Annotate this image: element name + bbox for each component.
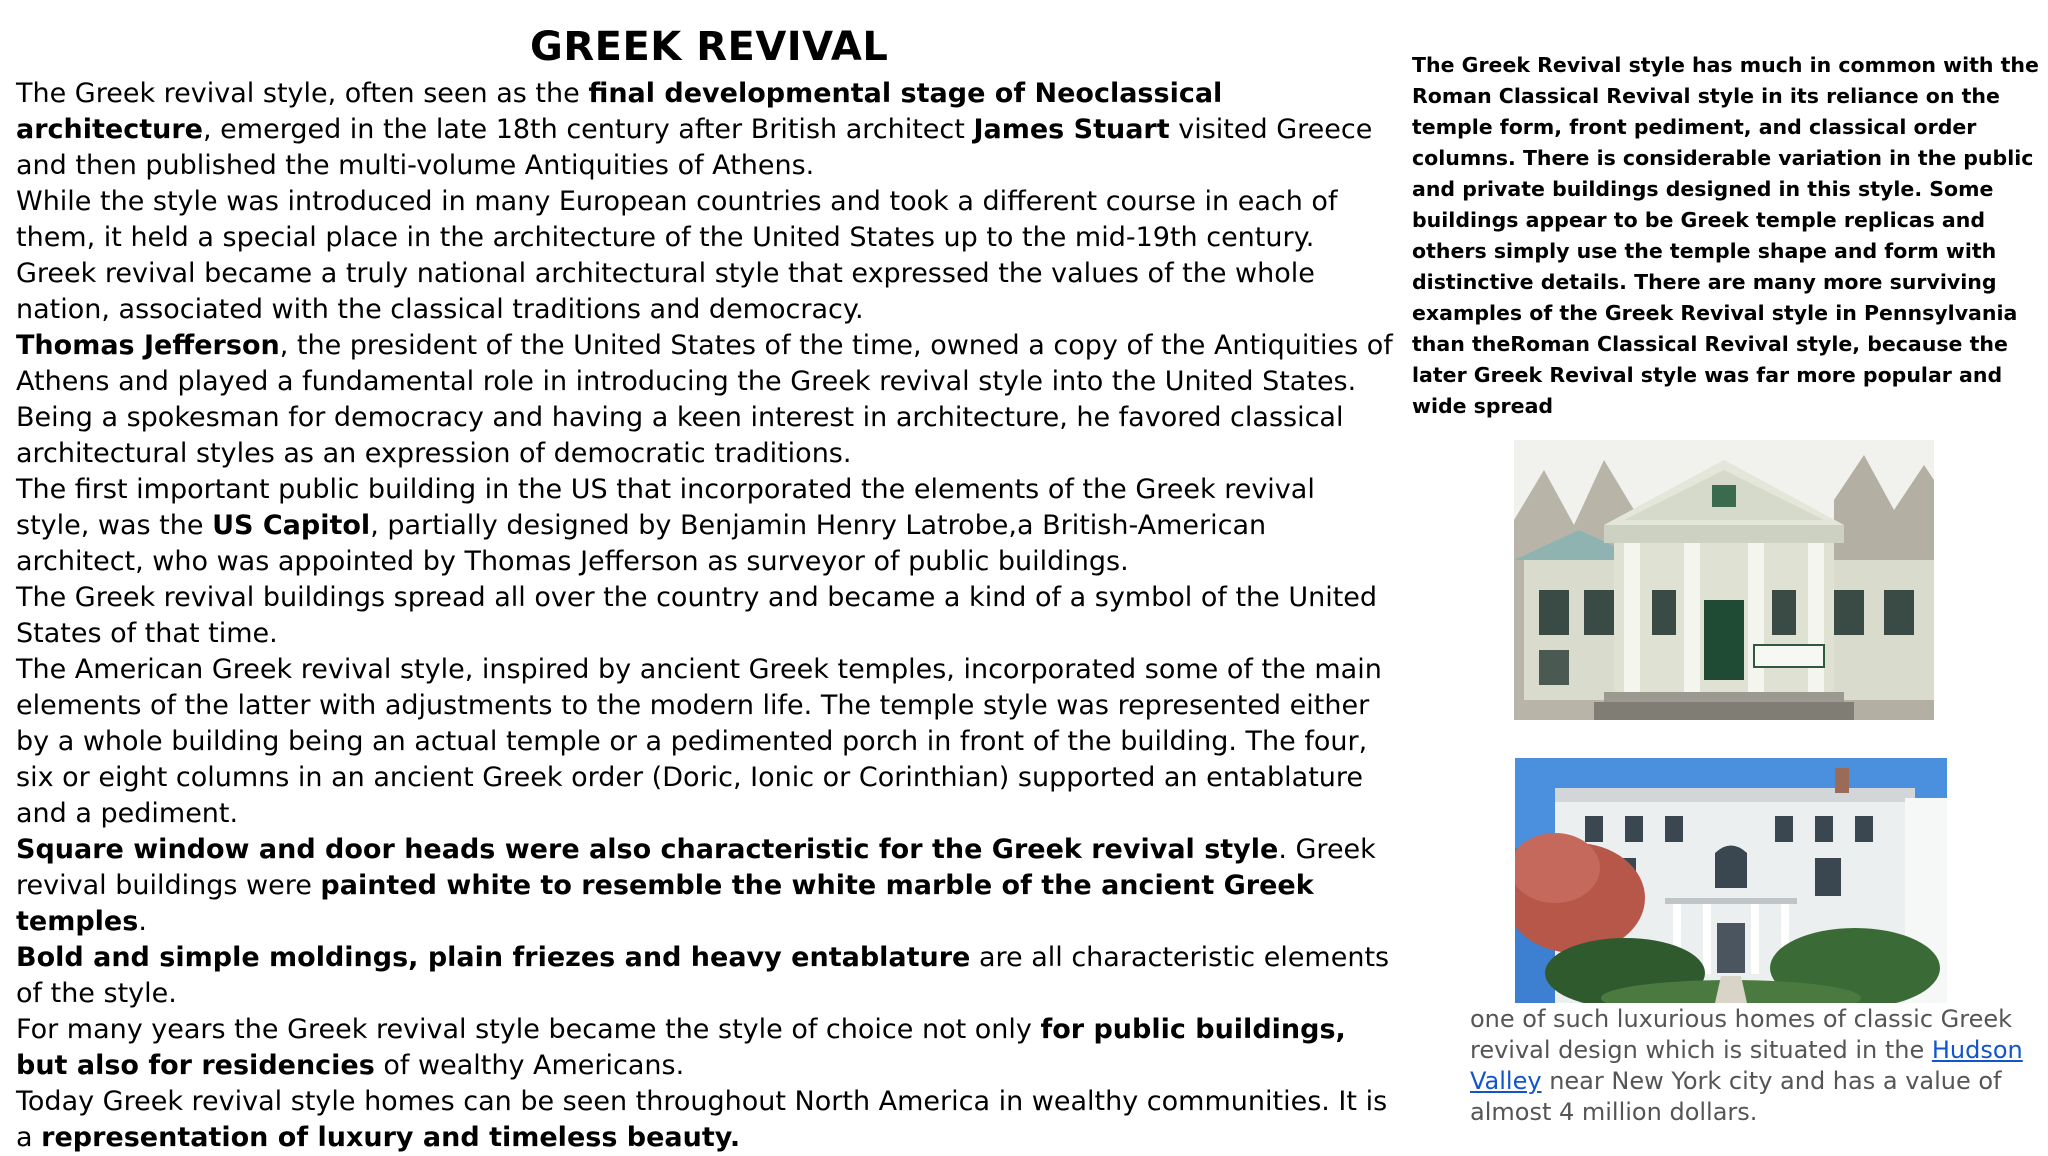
paragraph-7: Square window and door heads were also characteristic for the Greek revival style. Greek revival buildings were painted white to resemble the white marble of the ancient Greek temples. (16, 834, 1376, 937)
hudson-valley-home-photo (1515, 758, 1947, 1003)
greek-revival-building-photo (1514, 440, 1934, 720)
paragraph-3: Thomas Jefferson, the president of the United States of the time, owned a copy of the Antiquities of Athens and played a fundamental role in introducing the Greek revival style into the United States. Being a spokesman for democracy and having a keen interest in architecture, he favored classical architectural styles as an expression of democratic traditions. (16, 330, 1393, 469)
side-description: The Greek Revival style has much in common with the Roman Classical Revival style in its reliance on the temple form, front pediment, and classical order columns. There is considerable variation in the public and private buildings designed in this style. Some buildings appear to be Greek temple replicas and others simply use the temple shape and form with distinctive details. There are many more surviving examples of the Greek Revival style in Pennsylvania than theRoman Classical Revival style, because the later Greek Revival style was far more popular and wide spread (1412, 53, 2039, 418)
bold-phrase: US Capitol (212, 510, 371, 541)
paragraph-4: The first important public building in the US that incorporated the elements of the Greek revival style, was the US Capitol, partially designed by Benjamin Henry Latrobe,a British-American architect, who was appointed by Thomas Jefferson as surveyor of public buildings. (16, 474, 1315, 577)
paragraph-8: Bold and simple moldings, plain friezes and heavy entablature are all characteristic elements of the style. (16, 942, 1390, 1009)
photo-caption: one of such luxurious homes of classic Greek revival design which is situated in the Hudson Valley near New York city and has a value of almost 4 million dollars. (1470, 1005, 2023, 1126)
bold-phrase: James Stuart (973, 114, 1170, 145)
paragraph-5: The Greek revival buildings spread all over the country and became a kind of a symbol of the United States of that time. (16, 582, 1378, 649)
bold-phrase: Square window and door heads were also characteristic for the Greek revival style (16, 834, 1279, 865)
bold-phrase: for public buildings, but also for residencies (16, 1014, 1346, 1081)
hudson-valley-link[interactable]: Hudson Valley (1470, 1036, 2023, 1095)
bold-phrase: final developmental stage of Neoclassical architecture (16, 78, 1223, 145)
bold-phrase: Bold and simple moldings, plain friezes and heavy entablature (16, 942, 971, 973)
paragraph-2: While the style was introduced in many European countries and took a different course in each of them, it held a special place in the architecture of the United States up to the mid-19th century. Greek revival became a truly national architectural style that expressed the values of the whole nation, associated with the classical traditions and democracy. (16, 186, 1338, 325)
main-article (16, 76, 1396, 1156)
bold-phrase: Thomas Jefferson (16, 330, 280, 361)
paragraph-9: For many years the Greek revival style became the style of choice not only for public buildings, but also for residencies of wealthy Americans. (16, 1014, 1346, 1081)
page-title: GREEK REVIVAL (530, 24, 889, 70)
bold-phrase: representation of luxury and timeless beauty. (41, 1122, 741, 1153)
bold-phrase: painted white to resemble the white marble of the ancient Greek temples (16, 870, 1314, 937)
paragraph-6: The American Greek revival style, inspired by ancient Greek temples, incorporated some of the main elements of the latter with adjustments to the modern life. The temple style was represented either by a whole building being an actual temple or a pedimented porch in front of the building. The four, six or eight columns in an ancient Greek order (Doric, Ionic or Corinthian) supported an entablature and a pediment. (16, 654, 1382, 829)
paragraph-1: The Greek revival style, often seen as the final developmental stage of Neoclassical architecture, emerged in the late 18th century after British architect James Stuart visited Greece and then published the multi-volume Antiquities of Athens. (16, 78, 1373, 181)
paragraph-10: Today Greek revival style homes can be seen throughout North America in wealthy communities. It is a representation of luxury and timeless beauty. (16, 1086, 1388, 1153)
